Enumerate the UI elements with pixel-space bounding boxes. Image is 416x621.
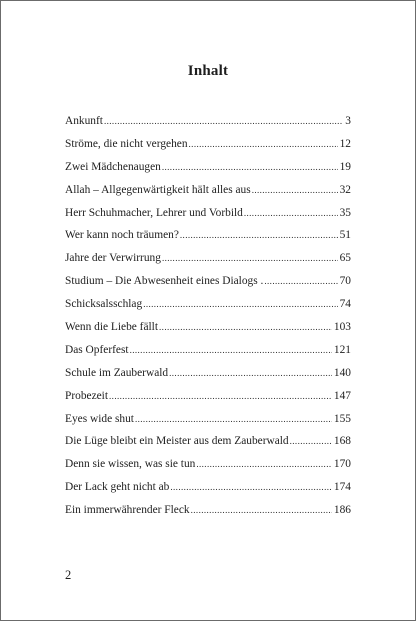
toc-entry-title: Denn sie wissen, was sie tun xyxy=(65,458,196,471)
toc-entry-page: 168 xyxy=(333,435,351,448)
dot-leader xyxy=(109,391,332,401)
toc-entry xyxy=(65,504,351,527)
toc-entry-page: 121 xyxy=(333,343,351,356)
page-title: Inhalt xyxy=(187,63,229,79)
toc-entry-page: 12 xyxy=(339,137,351,150)
toc-entry xyxy=(65,367,351,390)
dot-leader xyxy=(130,345,332,355)
toc-entry-title: Ankunft xyxy=(65,115,103,127)
table-of-contents xyxy=(65,115,351,527)
toc-entry-page: 174 xyxy=(333,481,351,494)
toc-entry-title: Wer kann noch träumen? xyxy=(65,229,179,242)
dot-leader xyxy=(252,185,338,195)
dot-leader xyxy=(162,162,338,172)
dot-leader xyxy=(169,368,332,378)
dot-leader xyxy=(180,230,338,240)
toc-entry-page: 70 xyxy=(339,275,351,288)
toc-entry xyxy=(65,413,351,436)
toc-entry-page: 103 xyxy=(333,321,351,334)
toc-entry-title: Das Opferfest xyxy=(65,343,129,356)
dot-leader xyxy=(264,276,337,286)
toc-entry xyxy=(65,275,351,298)
dot-leader xyxy=(244,208,338,218)
toc-entry xyxy=(65,481,351,504)
toc-entry-title: Der Lack geht nicht ab xyxy=(65,481,170,494)
page-number: 2 xyxy=(65,568,72,582)
toc-entry xyxy=(65,161,351,184)
toc-entry-title: Allah – Allgegenwärtigkeit hält alles aus xyxy=(65,183,251,196)
toc-entry-title: Herr Schuhmacher, Lehrer und Vorbild xyxy=(65,206,243,219)
toc-entry-page: 140 xyxy=(333,366,351,379)
dot-leader xyxy=(290,436,332,446)
dot-leader xyxy=(104,116,343,126)
toc-entry-title: Probezeit xyxy=(65,389,109,402)
toc-entry-page: 155 xyxy=(333,412,351,425)
toc-entry-title: Die Lüge bleibt ein Meister aus dem Zauberwald xyxy=(65,435,289,448)
dot-leader xyxy=(143,299,337,309)
toc-entry-page: 51 xyxy=(339,229,351,242)
toc-entry xyxy=(65,184,351,207)
toc-entry xyxy=(65,298,351,321)
toc-entry-title: Zwei Mädchenaugen xyxy=(65,160,161,173)
toc-entry xyxy=(65,435,351,458)
toc-entry xyxy=(65,390,351,413)
toc-entry-title: Wenn die Liebe fällt xyxy=(65,321,159,334)
dot-leader xyxy=(170,482,332,492)
toc-entry-page: 3 xyxy=(345,115,351,127)
toc-entry xyxy=(65,138,351,161)
toc-entry-title: Schicksalsschlag xyxy=(65,298,143,311)
toc-entry-title: Jahre der Verwirrung xyxy=(65,252,161,265)
dot-leader xyxy=(162,253,338,263)
toc-entry-page: 65 xyxy=(339,252,351,265)
toc-entry xyxy=(65,115,351,138)
toc-entry-title: Ein immerwährender Fleck xyxy=(65,504,190,517)
toc-entry-page: 35 xyxy=(339,206,351,219)
dot-leader xyxy=(135,414,332,424)
toc-entry xyxy=(65,458,351,481)
toc-entry-title: Schule im Zauberwald xyxy=(65,366,169,379)
toc-entry-page: 147 xyxy=(333,389,351,402)
toc-entry-title: Ströme, die nicht vergehen xyxy=(65,137,188,150)
dot-leader xyxy=(196,459,332,469)
toc-entry-page: 74 xyxy=(339,298,351,311)
dot-leader xyxy=(191,505,332,515)
toc-entry xyxy=(65,207,351,230)
toc-entry xyxy=(65,321,351,344)
toc-entry xyxy=(65,229,351,252)
toc-entry-title: Studium – Die Abwesenheit eines Dialogs . xyxy=(65,275,264,288)
dot-leader xyxy=(189,139,338,149)
toc-entry-page: 19 xyxy=(339,160,351,173)
toc-entry-page: 32 xyxy=(339,183,351,196)
toc-entry-page: 170 xyxy=(333,458,351,471)
toc-entry-page: 186 xyxy=(333,504,351,517)
dot-leader xyxy=(159,322,332,332)
toc-entry-title: Eyes wide shut xyxy=(65,412,134,425)
toc-entry xyxy=(65,252,351,275)
toc-entry xyxy=(65,344,351,367)
